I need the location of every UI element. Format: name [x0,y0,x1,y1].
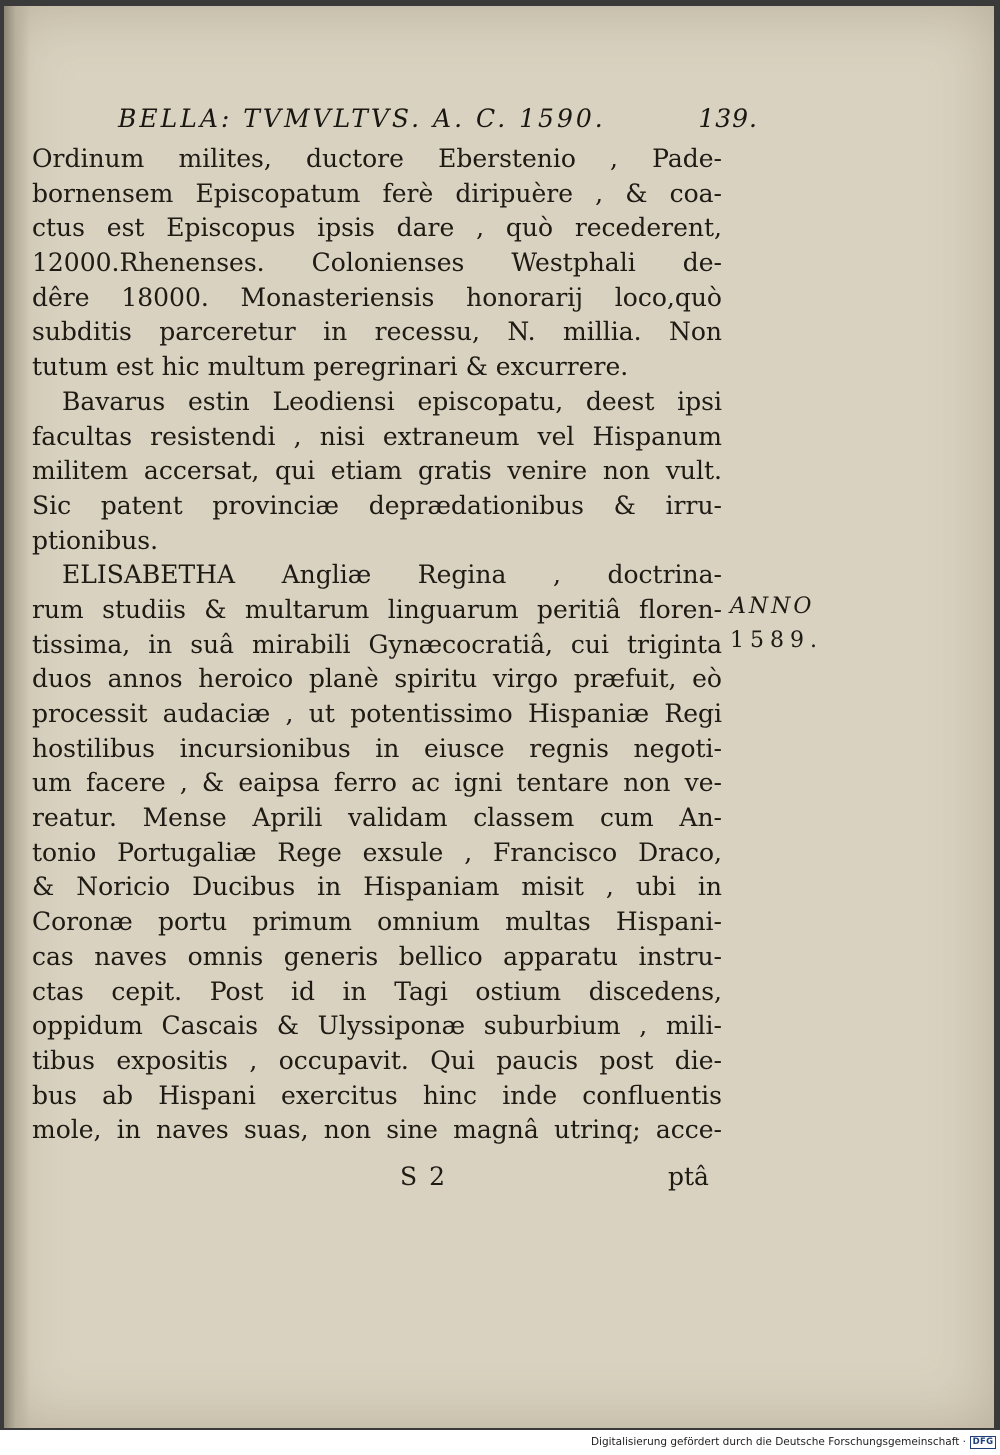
text-line: bornensem Episcopatum ferè diripuère , & coa- [32,178,722,208]
body-text [32,142,722,1148]
text-line: duos annos heroico planè spiritu virgo præfuit, eò [32,664,722,694]
credit-bar [0,1433,1000,1455]
text-line: Sic patent provinciæ deprædationibus & irru- [32,490,722,520]
text-line: um facere , & eaipsa ferro ac igni tentare non ve- [32,768,722,798]
text-line: Coronæ portu primum omnium multas Hispani- [32,907,722,937]
margin-note-year [730,590,830,658]
signature-mark: S 2 [400,1162,447,1191]
text-line: Ordinum milites, ductore Eberstenio , Pade- [32,144,722,173]
text-line: oppidum Cascais & Ulyssiponæ suburbium , mili- [32,1011,722,1041]
running-title: BELLA: TVMVLTVS. A. C. 1590. [118,104,606,133]
text-line: ELISABETHA Angliæ Regina , doctrina- [62,560,722,590]
text-line: & Noricio Ducibus in Hispaniam misit , ubi in [32,872,722,902]
margin-note-label: ANNO [730,594,815,619]
text-line: hostilibus incursionibus in eiusce regnis negoti- [32,733,722,763]
text-line: tissima, in suâ mirabili Gynæcocratiâ, cui triginta [32,629,722,659]
text-line: tibus expositis , occupavit. Qui paucis post die- [32,1045,722,1075]
dfg-logo-icon: DFG [970,1436,996,1449]
margin-note-year-value: 1589. [730,628,823,653]
text-line: Bavarus estin Leodiensi episcopatu, deest ipsi [62,386,722,416]
text-line: ctus est Episcopus ipsis dare , quò recederent, [32,213,722,243]
text-line: reatur. Mense Aprili validam classem cum An- [32,803,722,833]
page-number: 139. [698,104,758,133]
page-gutter [4,6,30,1428]
credit-text: Digitalisierung gefördert durch die Deutsche Forschungsgemeinschaft · [590,1436,966,1448]
text-line: tutum est hic multum peregrinari & excurrere. [32,352,629,382]
text-line: bus ab Hispani exercitus hinc inde confluentis [32,1080,722,1110]
text-line: 12000.Rhenenses. Colonienses Westphali de- [32,248,722,278]
text-line: militem accersat, qui etiam gratis venire non vult. [32,456,722,486]
text-line: tonio Portugaliæ Rege exsule , Francisco Draco, [32,837,722,867]
text-line: cas naves omnis generis bellico apparatu instru- [32,941,722,971]
text-line: facultas resistendi , nisi extraneum vel Hispanum [32,421,722,451]
text-line: subditis parceretur in recessu, N. millia. Non [32,317,722,347]
text-line: dêre 18000. Monasteriensis honorarij loco,quò [32,282,722,312]
text-line: mole, in naves suas, non sine magnâ utrinq; acce- [32,1115,722,1145]
text-line: rum studiis & multarum linguarum peritiâ floren- [32,594,722,624]
running-header [118,104,758,138]
text-line: ctas cepit. Post id in Tagi ostium discedens, [32,976,722,1006]
catchword: ptâ [668,1162,709,1191]
text-line: ptionibus. [32,525,159,555]
text-line: processit audaciæ , ut potentissimo Hispaniæ Regi [32,699,722,728]
